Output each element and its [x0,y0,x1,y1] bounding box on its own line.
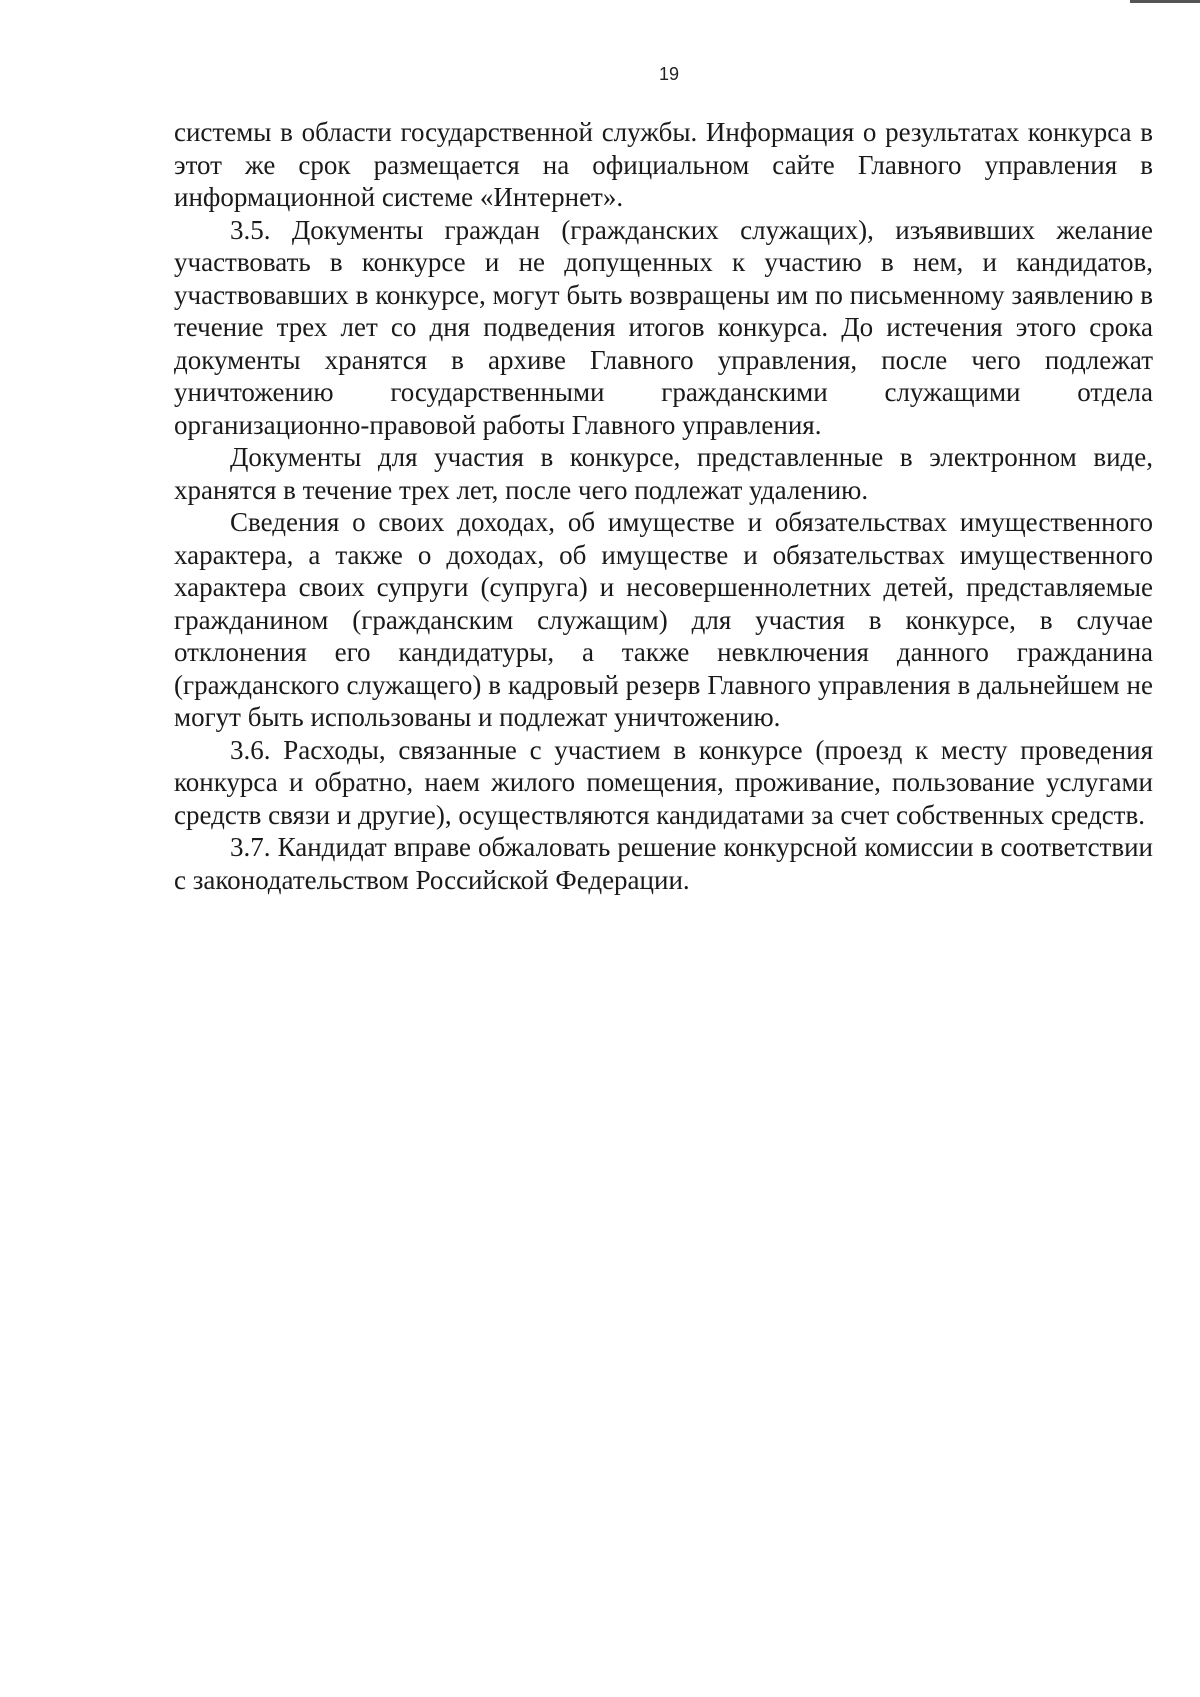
paragraph-3-5: 3.5. Документы граждан (гражданских служащих), изъявивших желание участвовать в конкурсе и не допущенных к участию в нем, и кандидатов, участвовавших в конкурсе, могут быть возвращены им по письменному заявлению в течение трех лет со дня подведения итогов конкурса. До истечения этого срока документы хранятся в архиве Главного управления, после чего подлежат уничтожению государственными гражданскими служащими отдела организационно-правовой работы Главного управления. [174,214,1153,440]
page-number: 19 [658,64,680,84]
paragraph-continuation: системы в области государственной службы. Информация о результатах конкурса в этот же срок размещается на официальном сайте Главного управления в информационной системе «Интернет». [174,117,1153,212]
scan-edge-mark [1130,0,1200,3]
document-body [174,116,1153,896]
paragraph-3-6: 3.6. Расходы, связанные с участием в конкурсе (проезд к месту проведения конкурса и обратно, наем жилого помещения, проживание, пользование услугами средств связи и другие), осуществляются кандидатами за счет собственных средств. [174,734,1153,830]
paragraph-income-information: Сведения о своих доходах, об имуществе и обязательствах имущественного характера, а также о доходах, об имуществе и обязательствах имущественного характера своих супруги (супруга) и несовершеннолетних детей, представляемые гражданином (гражданским служащим) для участия в конкурсе, в случае отклонения его кандидатуры, а также невключения данного гражданина (гражданского служащего) в кадровый резерв Главного управления в дальнейшем не могут быть использованы и подлежат уничтожению. [174,507,1153,732]
paragraph-electronic-documents: Документы для участия в конкурсе, представленные в электронном виде, хранятся в течение трех лет, после чего подлежат удалению. [174,442,1153,505]
paragraph-3-7: 3.7. Кандидат вправе обжаловать решение конкурсной комиссии в соответствии с законодательством Российской Федерации. [174,832,1153,895]
